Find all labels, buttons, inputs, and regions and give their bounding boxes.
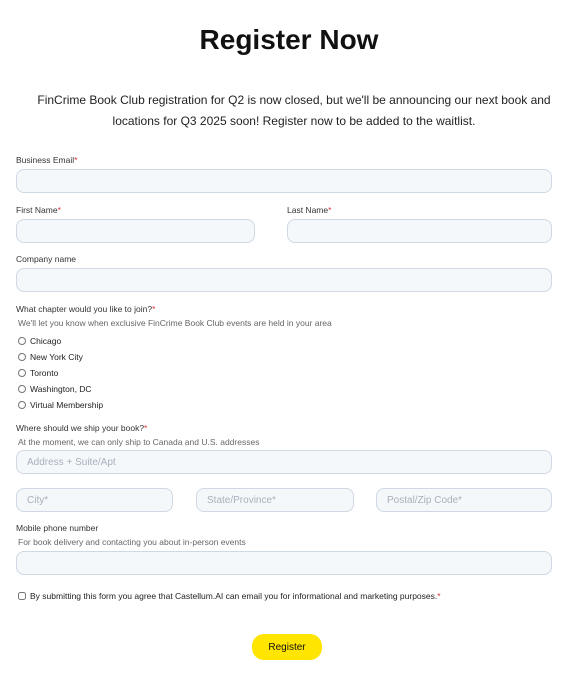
shipping-label: Where should we ship your book?* <box>16 423 148 433</box>
page-title: Register Now <box>199 24 379 55</box>
company-name-field[interactable] <box>16 268 552 292</box>
chapter-option-washington-dc[interactable]: Washington, DC <box>18 384 92 394</box>
chapter-label: What chapter would you like to join?* <box>16 304 156 314</box>
company-name-label: Company name <box>16 254 77 264</box>
register-button[interactable]: Register <box>252 634 322 660</box>
consent-checkbox[interactable] <box>18 592 26 600</box>
required-mark: * <box>144 423 148 433</box>
first-name-label: First Name* <box>16 205 61 215</box>
consent-checkbox-row[interactable] <box>18 591 441 601</box>
shipping-help-text: At the moment, we can only ship to Canada and U.S. addresses <box>18 437 260 447</box>
city-field[interactable] <box>16 488 173 512</box>
last-name-label: Last Name* <box>287 205 332 215</box>
radio-button[interactable] <box>18 369 26 377</box>
mobile-phone-field[interactable] <box>16 551 552 575</box>
chapter-option-chicago[interactable]: Chicago <box>18 336 61 346</box>
radio-button[interactable] <box>18 353 26 361</box>
last-name-field[interactable] <box>287 219 552 243</box>
address-field[interactable] <box>16 450 552 474</box>
mobile-phone-label: Mobile phone number <box>16 523 99 533</box>
required-mark: * <box>74 155 78 165</box>
required-mark: * <box>328 205 332 215</box>
postal-zip-code-field[interactable] <box>376 488 552 512</box>
chapter-option-toronto[interactable]: Toronto <box>18 368 58 378</box>
radio-button[interactable] <box>18 337 26 345</box>
chapter-option-new-york-city[interactable]: New York City <box>18 352 83 362</box>
first-name-field[interactable] <box>16 219 255 243</box>
radio-button[interactable] <box>18 385 26 393</box>
required-mark: * <box>57 205 61 215</box>
mobile-phone-help-text: For book delivery and contacting you about in-person events <box>18 537 246 547</box>
chapter-help-text: We'll let you know when exclusive FinCrime Book Club events are held in your area <box>18 318 332 328</box>
state-province-field[interactable] <box>196 488 354 512</box>
business-email-field[interactable] <box>16 169 552 193</box>
required-mark: * <box>152 304 156 314</box>
chapter-option-virtual-membership[interactable]: Virtual Membership <box>18 400 103 410</box>
consent-text: By submitting this form you agree that Castellum.AI can email you for informational and marketing purposes. <box>30 591 438 601</box>
business-email-label: Business Email* <box>16 155 78 165</box>
radio-button[interactable] <box>18 401 26 409</box>
intro-text: FinCrime Book Club registration for Q2 is now closed, but we'll be announcing our next book and locations for Q3 2025 soon! Register now to be added to the waitlist. <box>37 93 551 128</box>
required-mark: * <box>437 591 441 601</box>
